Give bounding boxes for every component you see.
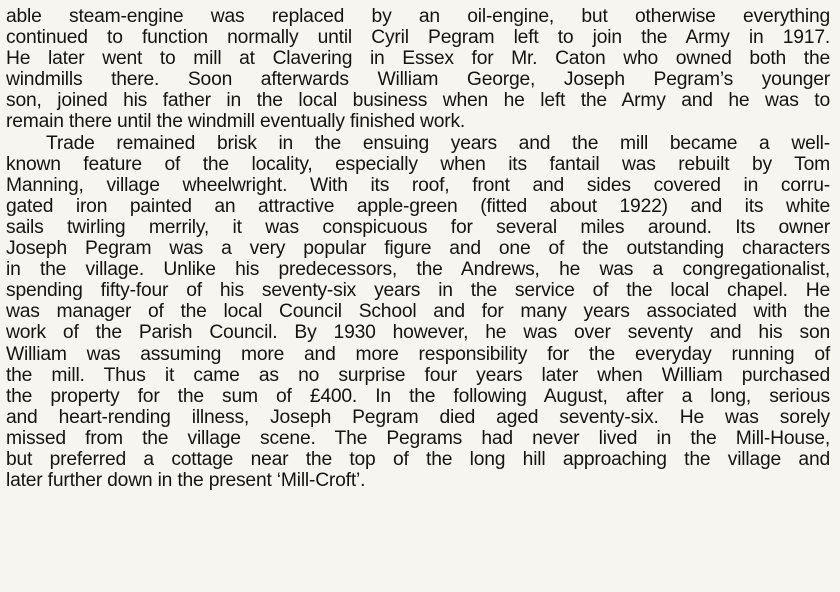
text-line: known feature of the locality, especially when its fantail was rebuilt by Tom	[6, 153, 830, 175]
text-line: William was assuming more and more responsibility for the everyday running of	[6, 343, 830, 365]
text-line: gated iron painted an attractive apple-green (fitted about 1922) and its white	[6, 195, 830, 217]
text-line: windmills there. Soon afterwards William George, Joseph Pegram’s younger	[6, 69, 830, 91]
text-line: later further down in the present ‘Mill-Croft’.	[6, 470, 366, 492]
paragraph-2	[6, 133, 830, 492]
text-line: the property for the sum of £400. In the following August, after a long, serious	[6, 385, 830, 407]
text-line: Trade remained brisk in the ensuing years and the mill became a well-	[46, 132, 830, 154]
text-line: was manager of the local Council School and for many years associated with the	[6, 301, 830, 323]
text-line: remain there until the windmill eventually finished work.	[6, 111, 466, 133]
paragraph-1	[6, 6, 830, 133]
text-line: continued to function normally until Cyril Pegram left to join the Army in 1917.	[6, 27, 830, 49]
text-line: work of the Parish Council. By 1930 however, he was over seventy and his son	[6, 322, 830, 344]
text-line: in the village. Unlike his predecessors, the Andrews, he was a congregationalist,	[6, 259, 830, 281]
text-line: the mill. Thus it came as no surprise four years later when William purchased	[6, 364, 830, 386]
text-line: Joseph Pegram was a very popular figure and one of the outstanding characters	[6, 238, 830, 260]
text-line: missed from the village scene. The Pegrams had never lived in the Mill-House,	[6, 427, 830, 449]
text-line: but preferred a cottage near the top of the long hill approaching the village and	[6, 448, 830, 470]
text-line: son, joined his father in the local business when he left the Army and he was to	[6, 90, 830, 112]
text-line: Manning, village wheelwright. With its roof, front and sides covered in corru-	[6, 174, 830, 196]
text-line: sails twirling merrily, it was conspicuous for several miles around. Its owner	[6, 216, 830, 238]
text-line: He later went to mill at Clavering in Essex for Mr. Caton who owned both the	[6, 48, 830, 70]
text-line: spending fifty-four of his seventy-six years in the service of the local chapel. He	[6, 280, 830, 302]
text-line: and heart-rending illness, Joseph Pegram died aged seventy-six. He was sorely	[6, 406, 830, 428]
text-line: able steam-engine was replaced by an oil-engine, but otherwise everything	[6, 6, 830, 27]
